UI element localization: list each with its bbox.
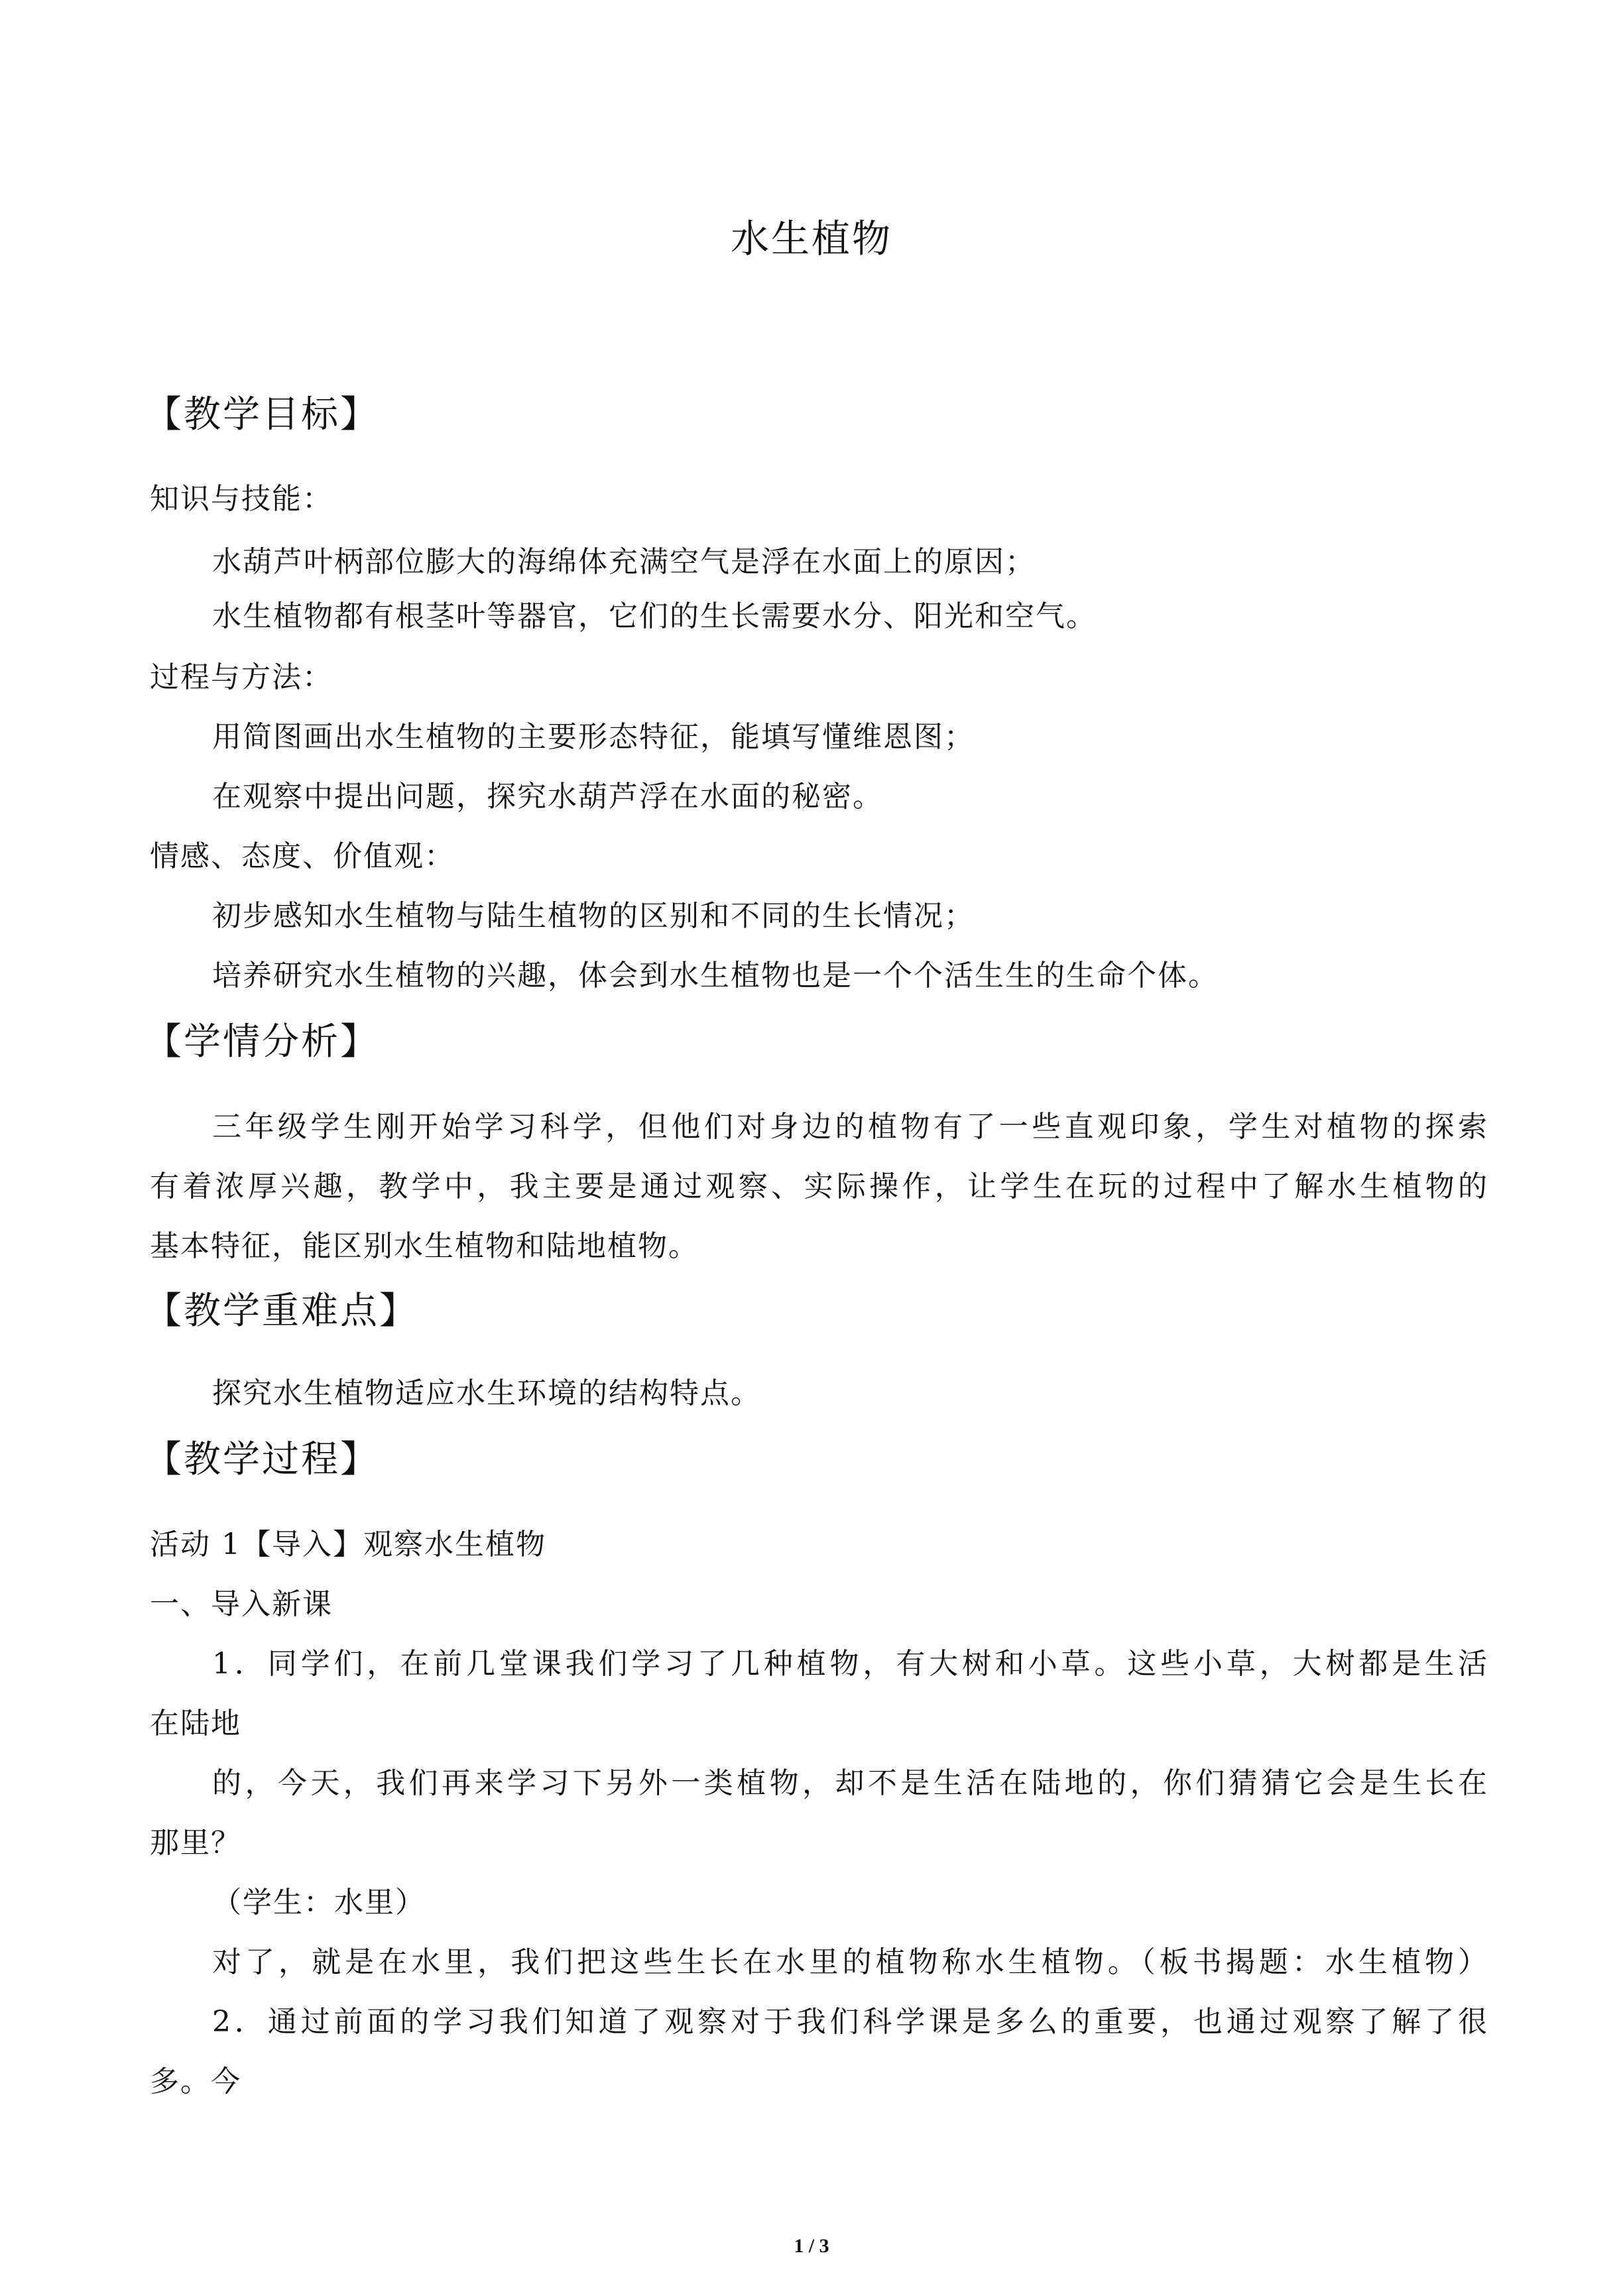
paragraph-5-line-2: 多。今 <box>150 2065 241 2098</box>
process-item-2: 在观察中提出问题，探究水葫芦浮在水面的秘密。 <box>212 780 883 814</box>
paragraph-4-line-1: 对了，就是在水里，我们把这些生长在水里的植物称水生植物。（板书揭题：水生植物） <box>212 1945 1488 1979</box>
emotion-item-2: 培养研究水生植物的兴趣，体会到水生植物也是一个个活生生的生命个体。 <box>212 959 1219 993</box>
section-heading-goals: 【教学目标】 <box>145 393 379 436</box>
paragraph-5-line-1: 2．通过前面的学习我们知道了观察对于我们科学课是多么的重要，也通过观察了解了很 <box>212 2005 1488 2039</box>
activity-1-title: 活动 1【导入】观察水生植物 <box>150 1528 546 1561</box>
paragraph-1-line-2: 在陆地 <box>150 1707 241 1740</box>
paragraph-1-line-1: 1．同学们，在前几堂课我们学习了几种植物，有大树和小草。这些小草，大树都是生活 <box>212 1647 1488 1681</box>
analysis-line-1: 三年级学生刚开始学习科学，但他们对身边的植物有了一些直观印象，学生对植物的探索 <box>212 1110 1488 1144</box>
paragraph-2-line-1: 的，今天，我们再来学习下另外一类植物，却不是生活在陆地的，你们猜猜它会是生长在 <box>212 1766 1488 1800</box>
analysis-line-2: 有着浓厚兴趣，教学中，我主要是通过观察、实际操作，让学生在玩的过程中了解水生植物的 <box>150 1170 1488 1203</box>
process-item-1: 用简图画出水生植物的主要形态特征，能填写懂维恩图； <box>212 720 975 754</box>
knowledge-item-2: 水生植物都有根茎叶等器官，它们的生长需要水分、阳光和空气。 <box>212 599 1097 633</box>
paragraph-3-line-1: （学生：水里） <box>212 1886 426 1919</box>
section-heading-analysis: 【学情分析】 <box>145 1020 379 1063</box>
section-heading-process: 【教学过程】 <box>145 1438 379 1481</box>
knowledge-label: 知识与技能： <box>150 482 333 516</box>
analysis-line-3: 基本特征，能区别水生植物和陆地植物。 <box>150 1229 699 1263</box>
page-title: 水生植物 <box>730 216 892 261</box>
process-label: 过程与方法： <box>150 660 333 694</box>
emotion-item-1: 初步感知水生植物与陆生植物的区别和不同的生长情况； <box>212 899 975 933</box>
key-points-line-1: 探究水生植物适应水生环境的结构特点。 <box>212 1376 761 1410</box>
page-indicator: 1 / 3 <box>794 2235 829 2257</box>
paragraph-2-line-2: 那里？ <box>150 1826 241 1860</box>
knowledge-item-1: 水葫芦叶柄部位膨大的海绵体充满空气是浮在水面上的原因； <box>212 545 1036 579</box>
part-1-title: 一、导入新课 <box>150 1587 333 1621</box>
section-heading-key-points: 【教学重难点】 <box>145 1290 418 1333</box>
emotion-label: 情感、态度、价值观： <box>150 839 455 873</box>
